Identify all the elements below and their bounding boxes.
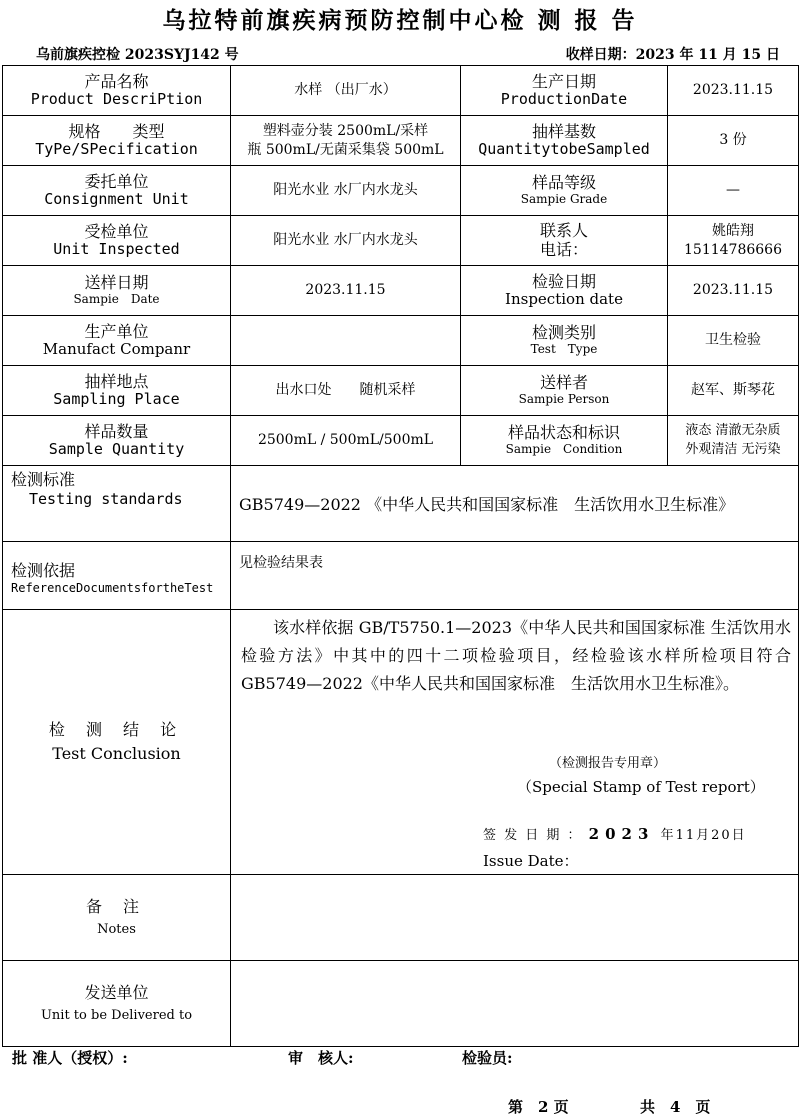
sample-quantity-label: 样品数量 Sample Quantity: [3, 416, 231, 466]
table-row: [3, 610, 799, 875]
contact-value: 姚皓翔 15114786666: [668, 216, 799, 266]
contact-label: 联系人 电话：: [461, 216, 668, 266]
issue-date: 签 发 日 期 ： 2023 年11月20日: [483, 825, 747, 843]
production-date-value: 2023.11.15: [668, 66, 799, 116]
page-total: 共 4 页: [640, 1098, 711, 1116]
table-row: [3, 66, 799, 116]
inspection-date-value: 2023.11.15: [668, 266, 799, 316]
sample-base-value: 3 份: [668, 116, 799, 166]
spec-value: 塑料壶分装 2500mL/采样 瓶 500mL/无菌采集袋 500mL: [231, 116, 461, 166]
sample-quantity-value: 2500mL / 500mL/500mL: [231, 416, 461, 466]
table-row: [3, 266, 799, 316]
sampling-place-value: 出水口处 随机采样: [231, 366, 461, 416]
table-row: [3, 216, 799, 266]
reviewer-label: 审 核人:: [288, 1049, 354, 1067]
conclusion-label: 检 测 结 论 Test Conclusion: [3, 610, 231, 875]
inspector-label: 检验员:: [462, 1049, 513, 1067]
sample-grade-label: 样品等级 Sampie Grade: [461, 166, 668, 216]
manufacturer-label: 生产单位 Manufact Companr: [3, 316, 231, 366]
table-row: [3, 316, 799, 366]
table-row: [3, 366, 799, 416]
standards-value: GB5749—2022 《中华人民共和国国家标准 生活饮用水卫生标准》: [231, 466, 799, 542]
delivered-label: 发送单位 Unit to be Delivered to: [3, 961, 231, 1047]
sender-label: 送样者 Sampie Person: [461, 366, 668, 416]
reference-value: 见检验结果表: [231, 542, 799, 610]
approver-label: 批 准人（授权）:: [12, 1049, 128, 1067]
issue-date-en: Issue Date：: [483, 852, 579, 870]
table-row: [3, 542, 799, 610]
conclusion-cell: [231, 610, 799, 875]
production-date-label: 生产日期 ProductionDate: [461, 66, 668, 116]
table-row: [3, 166, 799, 216]
manufacturer-value: [231, 316, 461, 366]
consignor-label: 委托单位 Consignment Unit: [3, 166, 231, 216]
spec-label: 规格 类型 TyPe/SPecification: [3, 116, 231, 166]
conclusion-text: 该水样依据 GB/T5750.1—2023《中华人民共和国国家标准 生活饮用水检验方法》中其中的四十二项检验项目，经检验该水样所检项目符合 GB5749—2022《中华人民共和国国家标准 生活饮用水卫生标准》。: [241, 618, 791, 693]
received-date: 收样日期：2023 年 11 月 15 日: [565, 47, 780, 63]
sample-condition-label: 样品状态和标识 Sampie Condition: [461, 416, 668, 466]
consignor-value: 阳光水业 水厂内水龙头: [231, 166, 461, 216]
send-date-value: 2023.11.15: [231, 266, 461, 316]
sample-base-label: 抽样基数 QuantitytobeSampled: [461, 116, 668, 166]
inspected-unit-label: 受检单位 Unit Inspected: [3, 216, 231, 266]
test-type-label: 检测类别 Test Type: [461, 316, 668, 366]
product-name-value: 水样 （出厂水）: [231, 66, 461, 116]
table-row: [3, 116, 799, 166]
test-type-value: 卫生检验: [668, 316, 799, 366]
sampling-place-label: 抽样地点 Sampling Place: [3, 366, 231, 416]
stamp-label: （检测报告专用章）: [549, 756, 667, 771]
page-current: 第 2 页: [508, 1098, 569, 1116]
delivered-value: [231, 961, 799, 1047]
notes-value: [231, 875, 799, 961]
stamp-label-en: （Special Stamp of Test report）: [517, 778, 765, 796]
table-row: [3, 466, 799, 542]
table-row: [3, 961, 799, 1047]
standards-label: 检测标准 Testing standards: [3, 466, 231, 542]
reference-label: 检测依据 ReferenceDocumentsfortheTest: [3, 542, 231, 610]
inspected-unit-value: 阳光水业 水厂内水龙头: [231, 216, 461, 266]
document-number: 乌前旗疾控检 2023SYJ142 号: [36, 47, 239, 63]
notes-label: 备 注 Notes: [3, 875, 231, 961]
table-row: [3, 875, 799, 961]
product-name-label: 产品名称 Product DescriPtion: [3, 66, 231, 116]
sample-grade-value: —: [668, 166, 799, 216]
sample-condition-value: 液态 清澈无杂质 外观清洁 无污染: [668, 416, 799, 466]
send-date-label: 送样日期 Sampie Date: [3, 266, 231, 316]
sender-value: 赵军、斯琴花: [668, 366, 799, 416]
report-title: 乌拉特前旗疾病预防控制中心检 测 报 告: [162, 8, 638, 34]
report-table: [2, 65, 799, 1047]
inspection-date-label: 检验日期 Inspection date: [461, 266, 668, 316]
table-row: [3, 416, 799, 466]
